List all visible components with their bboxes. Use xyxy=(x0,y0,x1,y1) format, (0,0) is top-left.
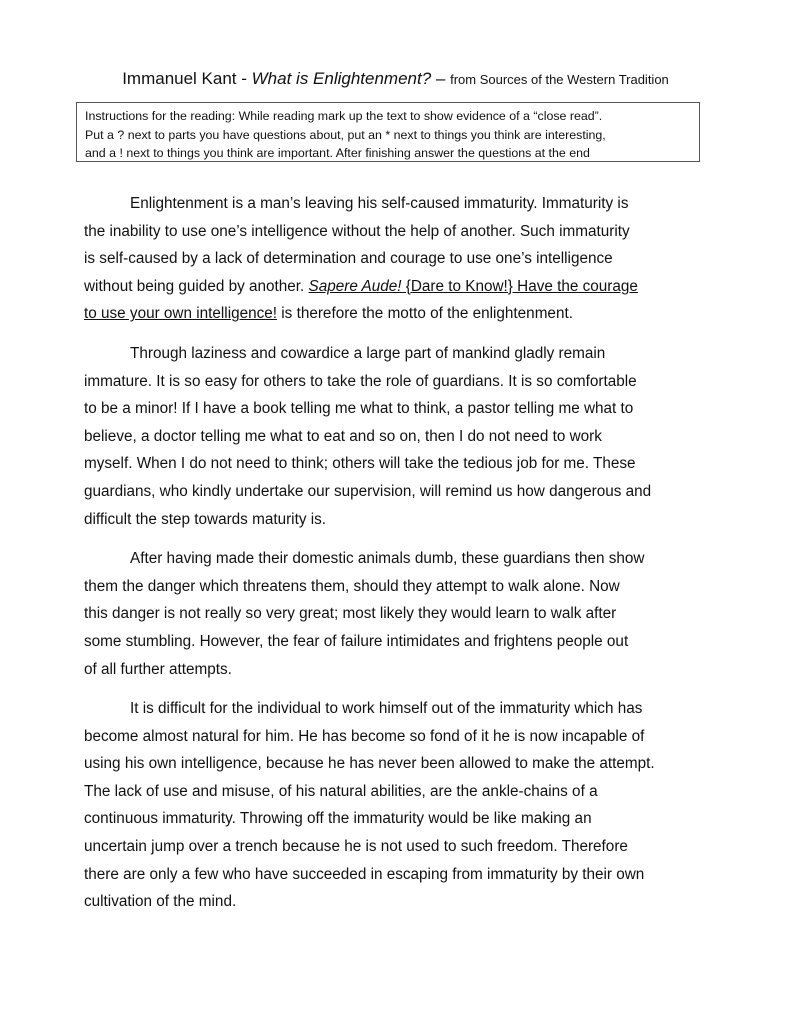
paragraph-1 xyxy=(84,190,724,328)
paragraph-3-line-1: After having made their domestic animals dumb, these guardians then show xyxy=(130,550,645,568)
paragraph-2-line-3: to be a minor! If I have a book telling me what to think, a pastor telling me what to xyxy=(84,400,634,418)
instructions-line-1: Instructions for the reading: While reading mark up the text to show evidence of a “close read”. xyxy=(85,109,603,123)
paragraph-2-line-1: Through laziness and cowardice a large part of mankind gladly remain xyxy=(130,344,606,362)
instructions-line-2: Put a ? next to parts you have questions about, put an * next to things you think are interesting, xyxy=(85,127,606,142)
paragraph-4-line-7: there are only a few who have succeeded in escaping from immaturity by their own xyxy=(84,865,645,883)
dare-to-know: {Dare to Know!} Have the courage xyxy=(401,277,638,295)
instructions-line-3: and a ! next to things you think are important. After finishing answer the questions at the end xyxy=(85,146,590,160)
paragraph-4-line-1: It is difficult for the individual to work himself out of the immaturity which has xyxy=(130,700,643,718)
paragraph-2-line-5: myself. When I do not need to think; others will take the tedious job for me. These xyxy=(84,455,636,473)
line-4-start: without being guided by another. xyxy=(84,277,309,295)
reading-text xyxy=(84,190,724,928)
paragraph-4-line-3: using his own intelligence, because he has never been allowed to make the attempt. xyxy=(84,755,655,773)
paragraph-2-line-4: believe, a doctor telling me what to eat and so on, then I do not need to work xyxy=(84,427,602,445)
motto-underlined: to use your own intelligence! xyxy=(84,305,278,323)
paragraph-4-line-4: The lack of use and misuse, of his natural abilities, are the ankle-chains of a xyxy=(84,782,598,800)
title-author: Immanuel Kant xyxy=(122,69,237,88)
paragraph-3-line-5: of all further attempts. xyxy=(84,660,232,678)
paragraph-4-line-2: become almost natural for him. He has become so fond of it he is now incapable of xyxy=(84,727,645,745)
page-title xyxy=(0,67,791,92)
paragraph-3-line-3: this danger is not really so very great; most likely they would learn to walk after xyxy=(84,605,617,623)
paragraph-1-line-4 xyxy=(84,273,724,301)
instructions-box xyxy=(76,102,700,162)
paragraph-4 xyxy=(84,695,724,916)
paragraph-2-line-7: difficult the step towards maturity is. xyxy=(84,510,327,528)
paragraph-3-line-2: them the danger which threatens them, should they attempt to walk alone. Now xyxy=(84,577,620,595)
paragraph-1-line-2: the inability to use one’s intelligence without the help of another. Such immaturity xyxy=(84,222,630,240)
paragraph-1-line-3: is self-caused by a lack of determination and courage to use one’s intelligence xyxy=(84,250,613,268)
paragraph-2-line-2: immature. It is so easy for others to take the role of guardians. It is so comfortable xyxy=(84,372,637,390)
paragraph-4-line-5: continuous immaturity. Throwing off the immaturity would be like making an xyxy=(84,810,592,828)
title-dash: – xyxy=(431,69,451,88)
paragraph-3-line-4: some stumbling. However, the fear of failure intimidates and frightens people out xyxy=(84,632,629,650)
paragraph-1-line-1: Enlightenment is a man’s leaving his self-caused immaturity. Immaturity is xyxy=(130,195,629,212)
title-source: from Sources of the Western Tradition xyxy=(450,72,669,87)
sapere-aude: Sapere Aude! xyxy=(308,277,402,295)
paragraph-3 xyxy=(84,545,724,683)
title-separator: - xyxy=(236,69,252,88)
paragraph-2-line-6: guardians, who kindly undertake our supervision, will remind us how dangerous and xyxy=(84,482,652,500)
title-work: What is Enlightenment? xyxy=(251,69,432,88)
motto-rest: is therefore the motto of the enlightenment. xyxy=(277,305,573,323)
paragraph-4-line-8: cultivation of the mind. xyxy=(84,893,237,911)
paragraph-4-line-6: uncertain jump over a trench because he is not used to such freedom. Therefore xyxy=(84,838,628,856)
paragraph-2 xyxy=(84,340,724,533)
paragraph-1-line-5 xyxy=(84,300,724,328)
